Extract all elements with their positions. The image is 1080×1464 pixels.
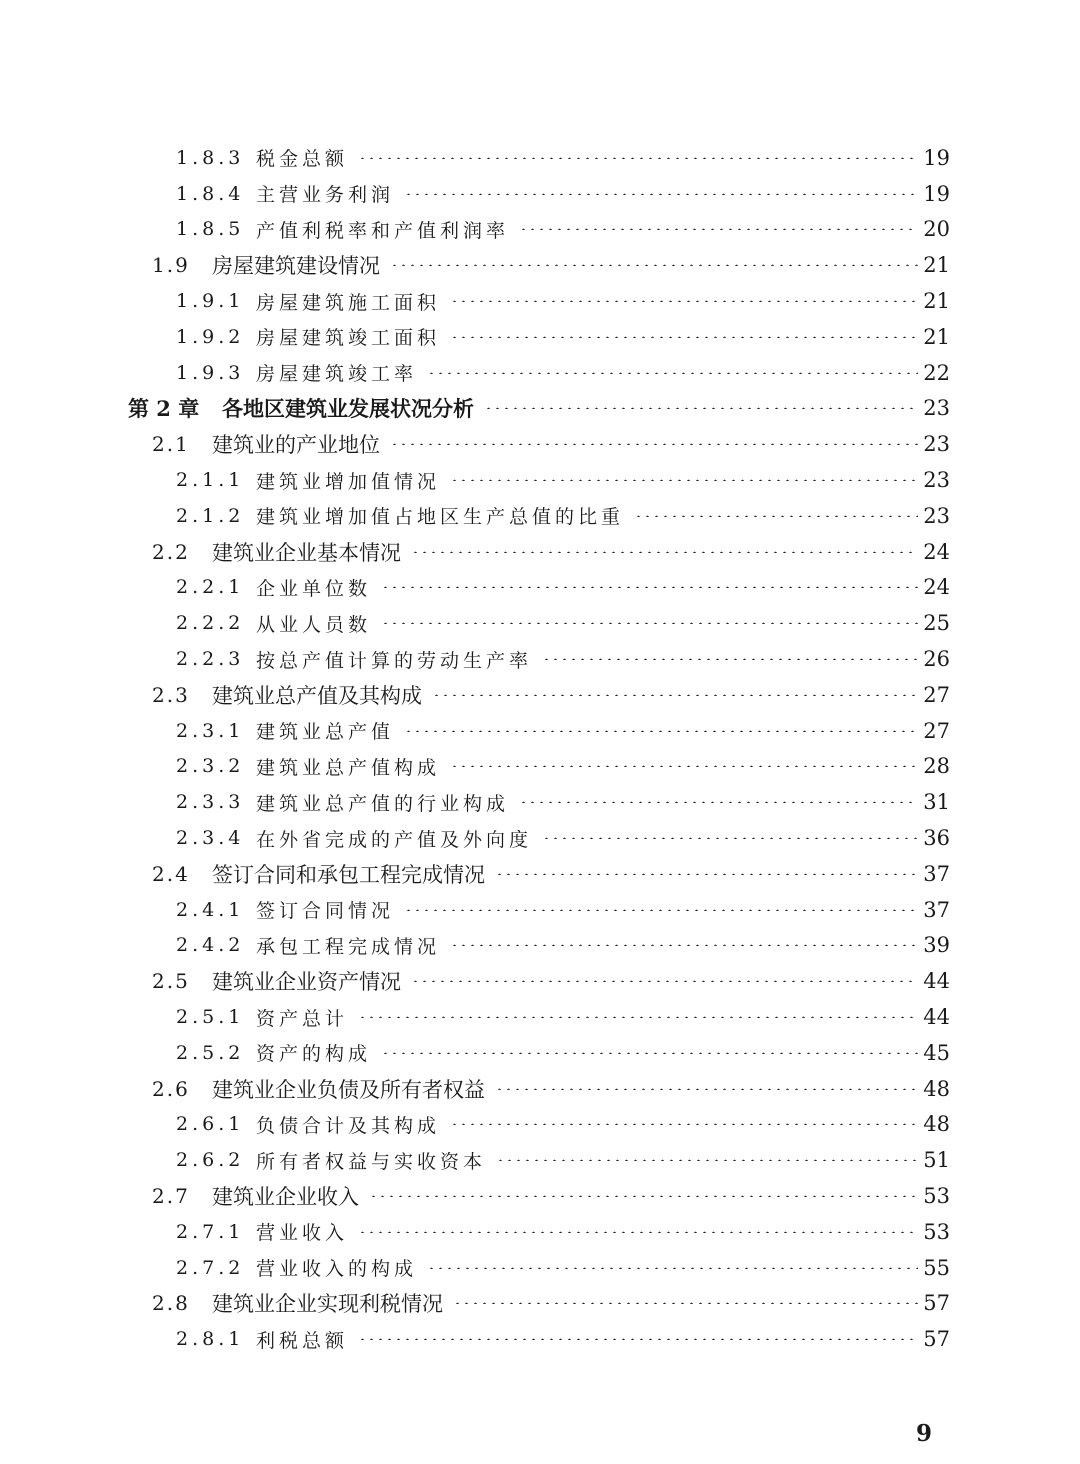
toc-entry-number: 2.3.2 [176, 755, 245, 778]
toc-subsection-entry[interactable] [0, 641, 1080, 677]
toc-entry-number: 2.1.1 [176, 469, 245, 492]
toc-entry-number: 2.1.2 [176, 504, 245, 527]
toc-entry-title: 负债合计及其构成 [256, 1114, 441, 1137]
toc-leader-dots [484, 407, 918, 409]
toc-entry-number: 2.2.2 [176, 612, 245, 635]
toc-subsection-entry[interactable] [0, 749, 1080, 785]
toc-entry-number: 2.8.1 [176, 1328, 245, 1351]
toc-leader-dots [390, 264, 918, 266]
toc-subsection-entry[interactable] [0, 928, 1080, 964]
toc-entry-title: 房屋建筑建设情况 [212, 254, 380, 279]
toc-entry-page: 25 [923, 611, 950, 636]
toc-leader-dots [411, 551, 918, 553]
toc-leader-dots [381, 586, 918, 588]
toc-leader-dots [519, 801, 918, 803]
toc-subsection-entry[interactable] [0, 892, 1080, 928]
toc-entry-page: 57 [923, 1327, 950, 1352]
toc-entry-page: 28 [923, 754, 950, 779]
toc-entry-title: 从业人员数 [256, 613, 372, 636]
toc-subsection-entry[interactable] [0, 1107, 1080, 1143]
toc-subsection-entry[interactable] [0, 1321, 1080, 1357]
toc-entry-page: 23 [923, 432, 950, 457]
toc-entry-title: 承包工程完成情况 [256, 935, 441, 958]
toc-section-entry[interactable] [0, 247, 1080, 283]
toc-entry-title: 建筑业企业收入 [212, 1185, 359, 1209]
toc-leader-dots [381, 622, 918, 624]
toc-entry-title: 建筑业总产值 [256, 721, 395, 744]
toc-leader-dots [453, 1302, 918, 1304]
toc-leader-dots [358, 1338, 918, 1340]
toc-entry-page: 23 [923, 468, 950, 493]
toc-section-entry[interactable] [0, 1286, 1080, 1322]
toc-subsection-entry[interactable] [0, 1214, 1080, 1250]
toc-section-entry[interactable] [0, 677, 1080, 713]
toc-entry-number: 2.6 [152, 1076, 190, 1101]
toc-entry-number: 2.1 [152, 432, 190, 457]
toc-leader-dots [432, 694, 918, 696]
toc-entry-page: 27 [923, 682, 950, 707]
toc-leader-dots [381, 1052, 918, 1054]
toc-leader-dots [404, 193, 918, 195]
toc-entry-page: 44 [923, 1005, 950, 1030]
toc-subsection-entry[interactable] [0, 462, 1080, 498]
toc-entry-title: 主营业务利润 [256, 184, 395, 207]
toc-subsection-entry[interactable] [0, 212, 1080, 248]
toc-entry-title: 资产总计 [256, 1007, 349, 1030]
toc-entry-number: 2.7.2 [176, 1256, 245, 1279]
toc-entry-title: 建筑业的产业地位 [212, 433, 380, 458]
toc-entry-title: 签订合同和承包工程完成情况 [212, 862, 485, 887]
toc-entry-title: 各地区建筑业发展状况分析 [222, 396, 474, 422]
toc-entry-page: 24 [923, 539, 950, 564]
toc-leader-dots [450, 944, 918, 946]
toc-leader-dots [519, 228, 918, 230]
toc-entry-number: 2.5.2 [176, 1041, 245, 1064]
toc-entry-title: 房屋建筑施工面积 [256, 291, 441, 314]
toc-entry-title: 房屋建筑竣工率 [256, 363, 418, 386]
toc-leader-dots [358, 157, 918, 159]
toc-entry-page: 39 [923, 933, 950, 958]
toc-subsection-entry[interactable] [0, 999, 1080, 1035]
toc-subsection-entry[interactable] [0, 570, 1080, 606]
toc-leader-dots [450, 479, 918, 481]
toc-leader-dots [496, 1159, 918, 1161]
toc-entry-title: 建筑业总产值的行业构成 [256, 792, 510, 815]
toc-leader-dots [542, 658, 918, 660]
toc-entry-number: 1.8.3 [176, 146, 245, 169]
toc-entry-page: 27 [923, 718, 950, 743]
toc-entry-page: 24 [923, 575, 950, 600]
toc-section-entry[interactable] [0, 856, 1080, 892]
toc-leader-dots [427, 372, 918, 374]
toc-entry-number: 2.4.1 [176, 898, 245, 921]
toc-entry-title: 按总产值计算的劳动生产率 [256, 649, 533, 672]
toc-entry-title: 营业收入 [256, 1222, 349, 1245]
toc-entry-number: 2.7.1 [176, 1220, 245, 1243]
toc-entry-page: 23 [923, 503, 950, 528]
toc-entry-title: 签订合同情况 [256, 900, 395, 923]
toc-entry-title: 所有者权益与实收资本 [256, 1150, 487, 1173]
toc-entry-title: 建筑业总产值构成 [256, 756, 441, 779]
toc-entry-page: 21 [923, 253, 950, 278]
toc-entry-title: 房屋建筑竣工面积 [256, 327, 441, 350]
toc-entry-page: 26 [923, 647, 950, 672]
toc-entry-number: 2.7 [152, 1184, 190, 1208]
toc-entry-number: 2.6.1 [176, 1113, 245, 1136]
page-number: 9 [916, 1420, 933, 1447]
toc-section-entry[interactable] [0, 1178, 1080, 1214]
toc-subsection-entry[interactable] [0, 140, 1080, 176]
toc-leader-dots [369, 1195, 918, 1197]
toc-entry-title: 建筑业企业负债及所有者权益 [212, 1077, 485, 1102]
toc-entry-page: 23 [923, 396, 950, 421]
toc-leader-dots [450, 1123, 918, 1125]
toc-subsection-entry[interactable] [0, 713, 1080, 749]
toc-subsection-entry[interactable] [0, 319, 1080, 355]
toc-entry-number: 2.2 [152, 539, 190, 564]
toc-subsection-entry[interactable] [0, 176, 1080, 212]
toc-entry-page: 21 [923, 324, 950, 349]
toc-leader-dots [634, 515, 918, 517]
toc-entry-number: 2.3.3 [176, 791, 245, 814]
toc-entry-page: 51 [923, 1148, 950, 1173]
toc-entry-page: 53 [923, 1219, 950, 1244]
toc-entry-page: 45 [923, 1040, 950, 1065]
toc-entry-page: 48 [923, 1112, 950, 1137]
toc-entry-title: 建筑业企业实现利税情况 [212, 1292, 443, 1317]
toc-entry-title: 建筑业企业资产情况 [212, 970, 401, 995]
toc-leader-dots [427, 1267, 918, 1269]
toc-leader-dots [450, 300, 918, 302]
toc-entry-page: 37 [923, 861, 950, 886]
toc-entry-number: 1.9.1 [176, 290, 245, 313]
toc-entry-title: 在外省完成的产值及外向度 [256, 828, 533, 851]
toc-entry-number: 2.5 [152, 969, 190, 994]
toc-entry-number: 1.9.2 [176, 325, 245, 348]
toc-entry-page: 55 [923, 1255, 950, 1280]
toc-entry-number: 1.9.3 [176, 361, 245, 384]
toc-leader-dots [411, 980, 918, 982]
toc-leader-dots [495, 873, 918, 875]
toc-subsection-entry[interactable] [0, 1250, 1080, 1286]
toc-subsection-entry[interactable] [0, 784, 1080, 820]
toc-entry-number: 2.6.2 [176, 1149, 245, 1172]
toc-entry-title: 建筑业增加值情况 [256, 470, 441, 493]
toc-section-entry[interactable] [0, 426, 1080, 462]
toc-section-entry[interactable] [0, 534, 1080, 570]
toc-entry-page: 19 [923, 145, 950, 170]
toc-entry-title: 资产的构成 [256, 1043, 372, 1066]
toc-entry-page: 57 [923, 1291, 950, 1316]
toc-subsection-entry[interactable] [0, 498, 1080, 534]
toc-entry-number: 第 2 章 [128, 396, 200, 422]
toc-entry-number: 2.3.4 [176, 827, 245, 850]
toc-subsection-entry[interactable] [0, 355, 1080, 391]
toc-entry-number: 2.2.1 [176, 576, 245, 599]
toc-entry-number: 2.4 [152, 861, 190, 886]
toc-subsection-entry[interactable] [0, 820, 1080, 856]
toc-entry-page: 36 [923, 826, 950, 851]
toc-subsection-entry[interactable] [0, 1142, 1080, 1178]
toc-leader-dots [358, 1231, 918, 1233]
toc-entry-page: 44 [923, 969, 950, 994]
toc-entry-number: 2.8 [152, 1291, 190, 1316]
toc-chapter-entry[interactable] [0, 391, 1080, 427]
toc-entry-title: 建筑业总产值及其构成 [212, 683, 422, 708]
toc-entry-title: 营业收入的构成 [256, 1258, 418, 1281]
toc-subsection-entry[interactable] [0, 283, 1080, 319]
toc-entry-title: 建筑业增加值占地区生产总值的比重 [256, 506, 625, 529]
toc-leader-dots [390, 443, 918, 445]
toc-leader-dots [358, 1016, 918, 1018]
toc-section-entry[interactable] [0, 1071, 1080, 1107]
toc-leader-dots [404, 730, 918, 732]
toc-subsection-entry[interactable] [0, 1035, 1080, 1071]
toc-leader-dots [450, 336, 918, 338]
toc-entry-page: 37 [923, 897, 950, 922]
toc-leader-dots [404, 909, 918, 911]
toc-entry-title: 税金总额 [256, 148, 349, 171]
toc-entry-page: 19 [923, 181, 950, 206]
toc-section-entry[interactable] [0, 963, 1080, 999]
toc-leader-dots [495, 1088, 918, 1090]
toc-entry-number: 1.8.4 [176, 182, 245, 205]
toc-entry-title: 建筑业企业基本情况 [212, 540, 401, 565]
toc-entry-title: 利税总额 [256, 1329, 349, 1352]
toc-entry-number: 2.5.1 [176, 1006, 245, 1029]
toc-entry-number: 2.4.2 [176, 934, 245, 957]
toc-entry-number: 1.8.5 [176, 218, 245, 241]
toc-entry-page: 48 [923, 1076, 950, 1101]
toc-entry-page: 20 [923, 217, 950, 242]
toc-entry-page: 22 [923, 360, 950, 385]
toc-entry-title: 企业单位数 [256, 577, 372, 600]
toc-entry-page: 53 [923, 1184, 950, 1208]
toc-entry-number: 1.9 [152, 253, 190, 278]
toc-entry-title: 产值利税率和产值利润率 [256, 219, 510, 242]
toc-entry-page: 31 [923, 790, 950, 815]
toc-entry-number: 2.3.1 [176, 719, 245, 742]
toc-subsection-entry[interactable] [0, 605, 1080, 641]
toc-leader-dots [450, 765, 918, 767]
toc-entry-page: 21 [923, 289, 950, 314]
toc-leader-dots [542, 837, 918, 839]
toc-entry-number: 2.2.3 [176, 648, 245, 671]
table-of-contents [0, 140, 1080, 1357]
toc-entry-number: 2.3 [152, 682, 190, 707]
